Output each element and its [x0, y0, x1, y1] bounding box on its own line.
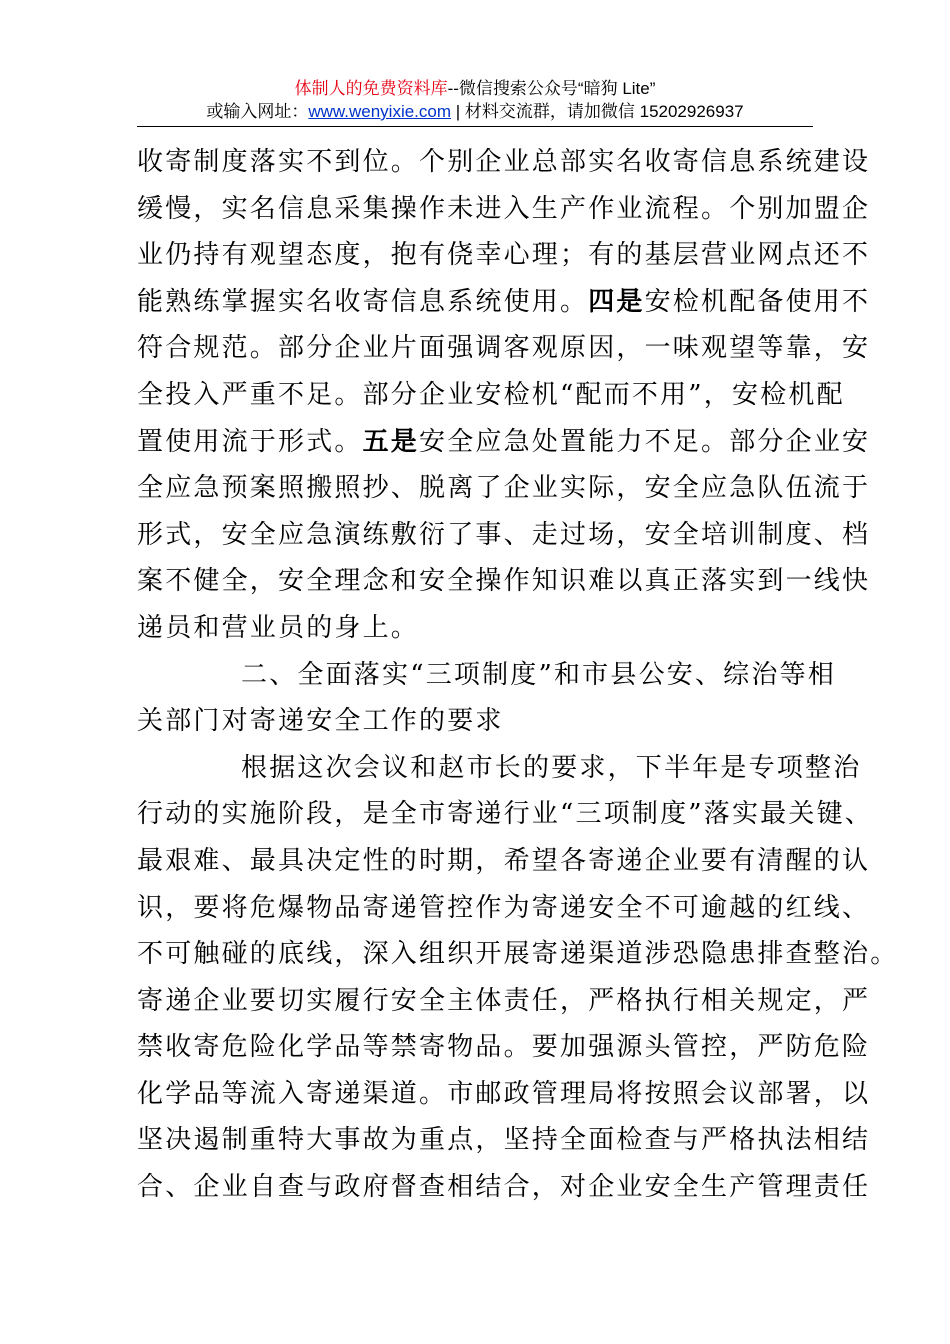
- header-url-prefix: 或输入网址：: [206, 102, 309, 121]
- header-line-1: [137, 78, 813, 100]
- text-line: 缓慢，实名信息采集操作未进入生产作业流程。个别加盟企: [137, 193, 871, 224]
- section-heading-line: 关部门对寄递安全工作的要求: [137, 706, 504, 737]
- page-header: [137, 78, 813, 124]
- text-line: 递员和营业员的身上。: [137, 612, 420, 643]
- text-line: 形式，安全应急演练敷衍了事、走过场，安全培训制度、档: [137, 519, 871, 550]
- bold-marker-four: 四是: [588, 286, 645, 317]
- text-line: 最艰难、最具决定性的时期，希望各寄递企业要有清醒的认: [137, 845, 871, 876]
- text-line: 寄递企业要切实履行安全主体责任，严格执行相关规定，严: [137, 985, 871, 1016]
- text-line: 化学品等流入寄递渠道。市邮政管理局将按照会议部署，以: [137, 1078, 871, 1109]
- header-wechat-note: --微信搜索公众号“暗狗 Lite”: [447, 79, 656, 98]
- text-line: 坚决遏制重特大事故为重点，坚持全面检查与严格执法相结: [137, 1125, 871, 1156]
- header-divider: [137, 126, 813, 127]
- header-brand: 体制人的免费资料库: [294, 79, 448, 98]
- text-line: 合、企业自查与政府督查相结合，对企业安全生产管理责任: [137, 1172, 871, 1203]
- text-line: 符合规范。部分企业片面强调客观原因，一味观望等靠，安: [137, 333, 871, 364]
- text-span: 置使用流于形式。: [137, 426, 363, 457]
- text-line: 禁收寄危险化学品等禁寄物品。要加强源头管控，严防危险: [137, 1032, 871, 1063]
- text-line: 根据这次会议和赵市长的要求，下半年是专项整治: [241, 752, 862, 783]
- text-line: [137, 419, 871, 466]
- text-span: 能熟练掌握实名收寄信息系统使用。: [137, 286, 589, 317]
- text-line: 全应急预案照搬照抄、脱离了企业实际，安全应急队伍流于: [137, 473, 871, 504]
- text-line: 识，要将危爆物品寄递管控作为寄递安全不可逾越的红线、: [137, 892, 871, 923]
- text-line: 业仍持有观望态度，抱有侥幸心理；有的基层营业网点还不: [137, 240, 871, 271]
- text-line: [137, 279, 871, 326]
- header-line-2: [137, 100, 813, 124]
- text-line: 行动的实施阶段，是全市寄递行业“三项制度”落实最关键、: [137, 799, 873, 830]
- text-line: 不可触碰的底线，深入组织开展寄递渠道涉恐隐患排查整治。: [137, 939, 899, 970]
- header-contact: | 材料交流群，请加微信 15202926937: [451, 102, 744, 121]
- text-line: 收寄制度落实不到位。个别企业总部实名收寄信息系统建设: [137, 147, 871, 177]
- bold-marker-five: 五是: [362, 426, 420, 457]
- section-heading-line: 二、全面落实“三项制度”和市县公安、综治等相: [241, 659, 836, 690]
- document-body: [137, 139, 899, 1211]
- text-line: 案不健全，安全理念和安全操作知识难以真正落实到一线快: [137, 566, 871, 597]
- text-line: 全投入严重不足。部分企业安检机“配而不用”，安检机配: [137, 379, 845, 410]
- text-span: 安全应急处置能力不足。部分企业安: [419, 426, 871, 457]
- text-span: 安检机配备使用不: [644, 286, 871, 317]
- header-url-link[interactable]: www.wenyixie.com: [308, 102, 452, 121]
